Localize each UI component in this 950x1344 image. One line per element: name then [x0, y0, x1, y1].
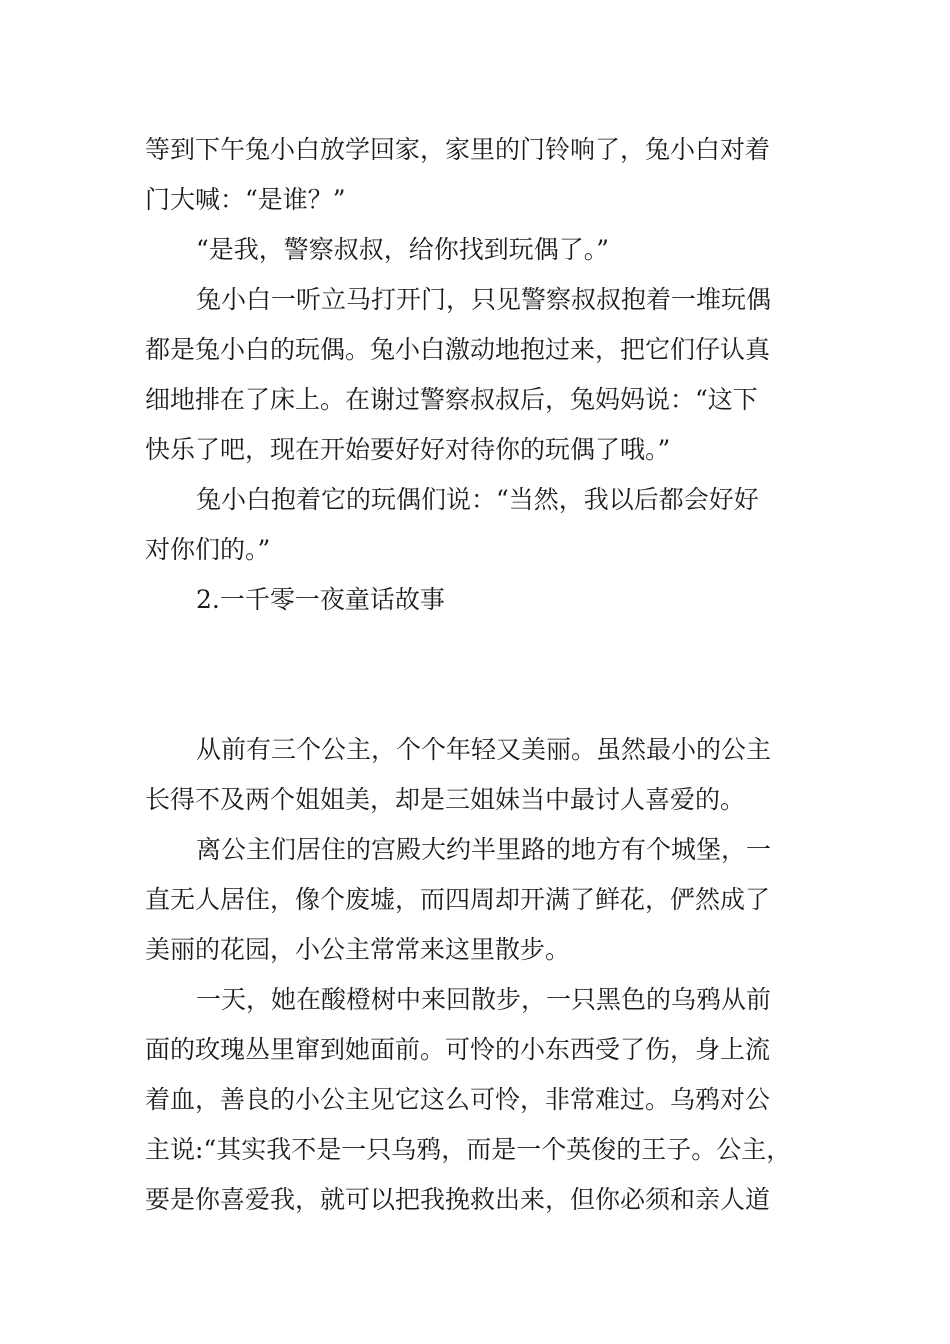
story2-p2-line3: 美丽的花园，小公主常常来这里散步。: [145, 935, 571, 964]
story1-p3-line1: 兔小白一听立马打开门，只见警察叔叔抱着一堆玩偶: [196, 285, 772, 314]
story1-p4-line2: 对你们的。”: [145, 535, 271, 564]
story1-p1-line1: 等到下午兔小白放学回家，家里的门铃响了，兔小白对着: [145, 135, 771, 164]
story1-p3-line2: 都是兔小白的玩偶。兔小白激动地抱过来，把它们仔认真: [145, 335, 771, 364]
story2-p2-line2: 直无人居住，像个废墟，而四周却开满了鲜花，俨然成了: [145, 885, 771, 914]
story2-p3-line2: 面的玫瑰丛里窜到她面前。可怜的小东西受了伤，身上流: [145, 1035, 771, 1064]
section-heading: 2.一千零一夜童话故事: [196, 585, 445, 614]
story1-p2-line1: “是我，警察叔叔，给你找到玩偶了。”: [196, 235, 610, 264]
story1-p1-line2: 门大喊：“是谁？”: [145, 185, 346, 214]
story2-p2-line1: 离公主们居住的宫殿大约半里路的地方有个城堡，一: [196, 835, 772, 864]
story2-p1-line2: 长得不及两个姐姐美，却是三姐妹当中最讨人喜爱的。: [145, 785, 746, 814]
story2-p3-line5: 要是你喜爱我，就可以把我挽救出来，但你必须和亲人道: [145, 1185, 771, 1214]
story2-p3-line3: 着血，善良的小公主见它这么可怜，非常难过。乌鸦对公: [145, 1085, 771, 1114]
story1-p4-line1: 兔小白抱着它的玩偶们说：“当然，我以后都会好好: [196, 485, 759, 514]
story2-p3-line1: 一天，她在酸橙树中来回散步，一只黑色的乌鸦从前: [196, 985, 772, 1014]
story1-p3-line3: 细地排在了床上。在谢过警察叔叔后，兔妈妈说：“这下: [145, 385, 758, 414]
story2-p1-line1: 从前有三个公主，个个年轻又美丽。虽然最小的公主: [196, 735, 772, 764]
story2-p3-line4: 主说:“其实我不是一只乌鸦，而是一个英俊的王子。公主，: [145, 1135, 792, 1164]
story1-p3-line4: 快乐了吧，现在开始要好好对待你的玩偶了哦。”: [145, 435, 671, 464]
